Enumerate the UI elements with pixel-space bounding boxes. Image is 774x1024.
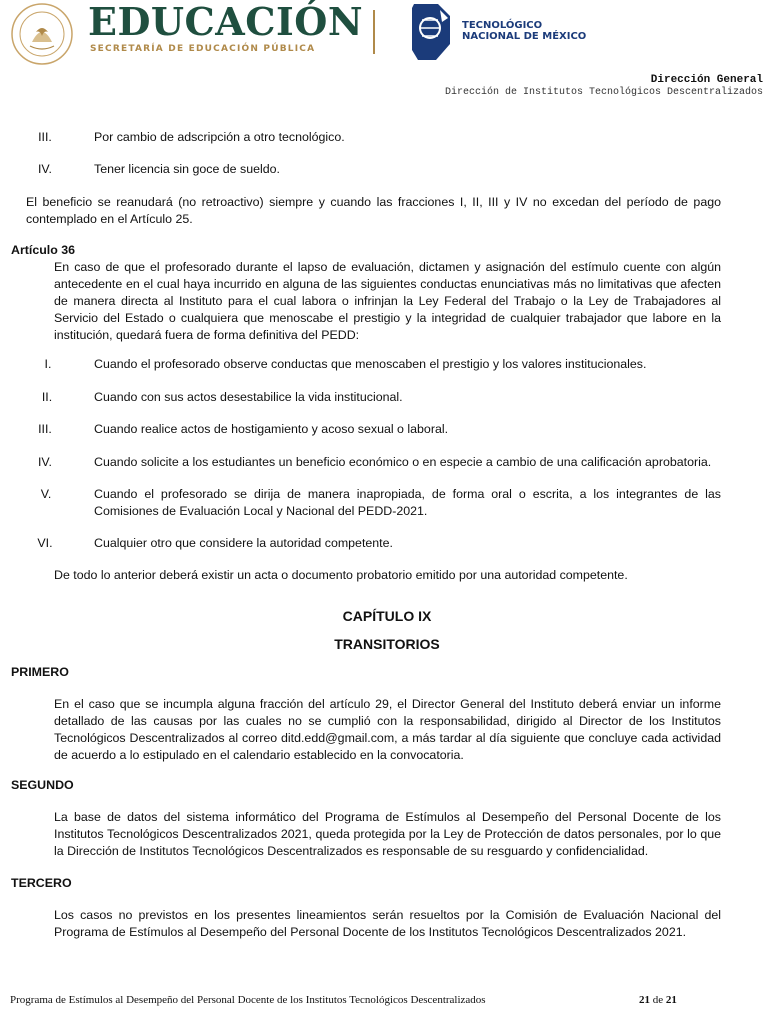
sep-subtitle: SECRETARÍA DE EDUCACIÓN PÚBLICA: [90, 44, 316, 54]
list-item-number: I.: [44, 357, 52, 371]
list-item-number: IV.: [37, 162, 52, 176]
list-item-text: Cuando el profesorado observe conductas que menoscaben el prestigio y los valores institucionales.: [94, 357, 647, 371]
list-item-text: Cuando realice actos de hostigamiento y acoso sexual o laboral.: [94, 422, 449, 436]
transitorio-text: La base de datos del sistema informático del Programa de Estímulos al Desempeño del Personal Docente de los Institutos Tecnológicos Descentralizados 2021, queda protegida por la Ley de Protección de datos personales, por lo que la Dirección de Institutos Tecnológicos Descentralizados es responsable de su resguardo y confidencialidad.: [54, 810, 721, 858]
tnm-name-line1: TECNOLÓGICO: [462, 20, 543, 31]
list-item-text: Por cambio de adscripción a otro tecnológico.: [94, 130, 345, 144]
list-item-text: Cuando solicite a los estudiantes un beneficio económico o en especie a cambio de una calificación aprobatoria.: [94, 455, 712, 469]
page-current: 21: [639, 994, 650, 1006]
transitorio-text: Los casos no previstos en los presentes lineamientos serán resueltos por la Comisión de Evaluación Nacional del Programa de Estímulos al Desempeño del Personal Docente de los Institutos Tecnológicos Descentralizados 2021.: [54, 908, 721, 939]
page-of: de: [652, 994, 664, 1006]
list-item-number: IV.: [37, 455, 52, 469]
chapter-title: CAPÍTULO IX: [342, 608, 432, 624]
list-item-number: II.: [41, 390, 53, 404]
list-item-text: Cuando el profesorado se dirija de manera inapropiada, de forma oral o escrita, a los integrantes de las Comisiones de Evaluación Local y Nacional del PEDD-2021.: [94, 487, 721, 518]
list-item-text: Tener licencia sin goce de sueldo.: [94, 162, 280, 176]
article-closing: De todo lo anterior deberá existir un acta o documento probatorio emitido por una autoridad competente.: [54, 568, 628, 582]
direccion-general: Dirección General: [650, 74, 763, 86]
tnm-name: [462, 20, 586, 42]
article-intro: En caso de que el profesorado durante el lapso de evaluación, dictamen y asignación del estímulo cuente con algún antecedente en el cual haya incurrido en alguna de las siguientes conductas enunciativas más no limitativas que afecten de manera directa al Instituto para el cual labora o infrinjan la Ley Federal del Trabajo o la Ley de Trabajadores al Servicio del Estado o cualquiera que menoscabe el prestigio y la integridad de cualquier trabajador que labore en la institución, quedará fuera de forma definitiva del PEDD:: [54, 260, 721, 342]
page-header: [0, 0, 774, 110]
article-heading: Artículo 36: [11, 243, 76, 257]
mexico-seal-icon: [10, 2, 74, 66]
list-item-number: VI.: [37, 536, 53, 550]
list-item-number: III.: [38, 130, 52, 144]
resume-paragraph: El beneficio se reanudará (no retroactivo) siempre y cuando las fracciones I, II, III y IV no excedan del período de pago contemplado en el Artículo 25.: [26, 195, 721, 226]
tnm-name-line2: NACIONAL DE MÉXICO: [462, 31, 587, 42]
transitorio-text: En el caso que se incumpla alguna fracción del artículo 29, el Director General del Instituto deberá enviar un informe detallado de las causas por las cuales no se cumplió con la responsabilidad, dirigido al Director de los Institutos Tecnológicos Descentralizados al correo ditd.edd@gmail.com, a más tardar al día siguiente que concluye cada actividad de acuerdo a lo estipulado en el calendario establecido en la convocatoria.: [54, 697, 721, 762]
tnm-logo-icon: [408, 0, 456, 64]
education-title: EDUCACIÓN: [88, 0, 364, 44]
page-total: 21: [665, 994, 677, 1006]
list-item-text: Cuando con sus actos desestabilice la vida institucional.: [94, 390, 403, 404]
direccion-sub: Dirección de Institutos Tecnológicos Descentralizados: [444, 87, 763, 98]
footer-program: Programa de Estímulos al Desempeño del Personal Docente de los Institutos Tecnológicos Descentralizados: [10, 994, 486, 1006]
header-divider: [373, 10, 375, 54]
chapter-subtitle: TRANSITORIOS: [334, 636, 440, 652]
list-item-text: Cualquier otro que considere la autoridad competente.: [94, 536, 393, 550]
transitorio-heading: SEGUNDO: [11, 778, 74, 792]
transitorio-heading: PRIMERO: [11, 665, 69, 679]
transitorio-heading: TERCERO: [11, 876, 72, 890]
list-item-number: V.: [40, 487, 52, 501]
page-number: [639, 994, 677, 1006]
list-item-number: III.: [38, 422, 52, 436]
